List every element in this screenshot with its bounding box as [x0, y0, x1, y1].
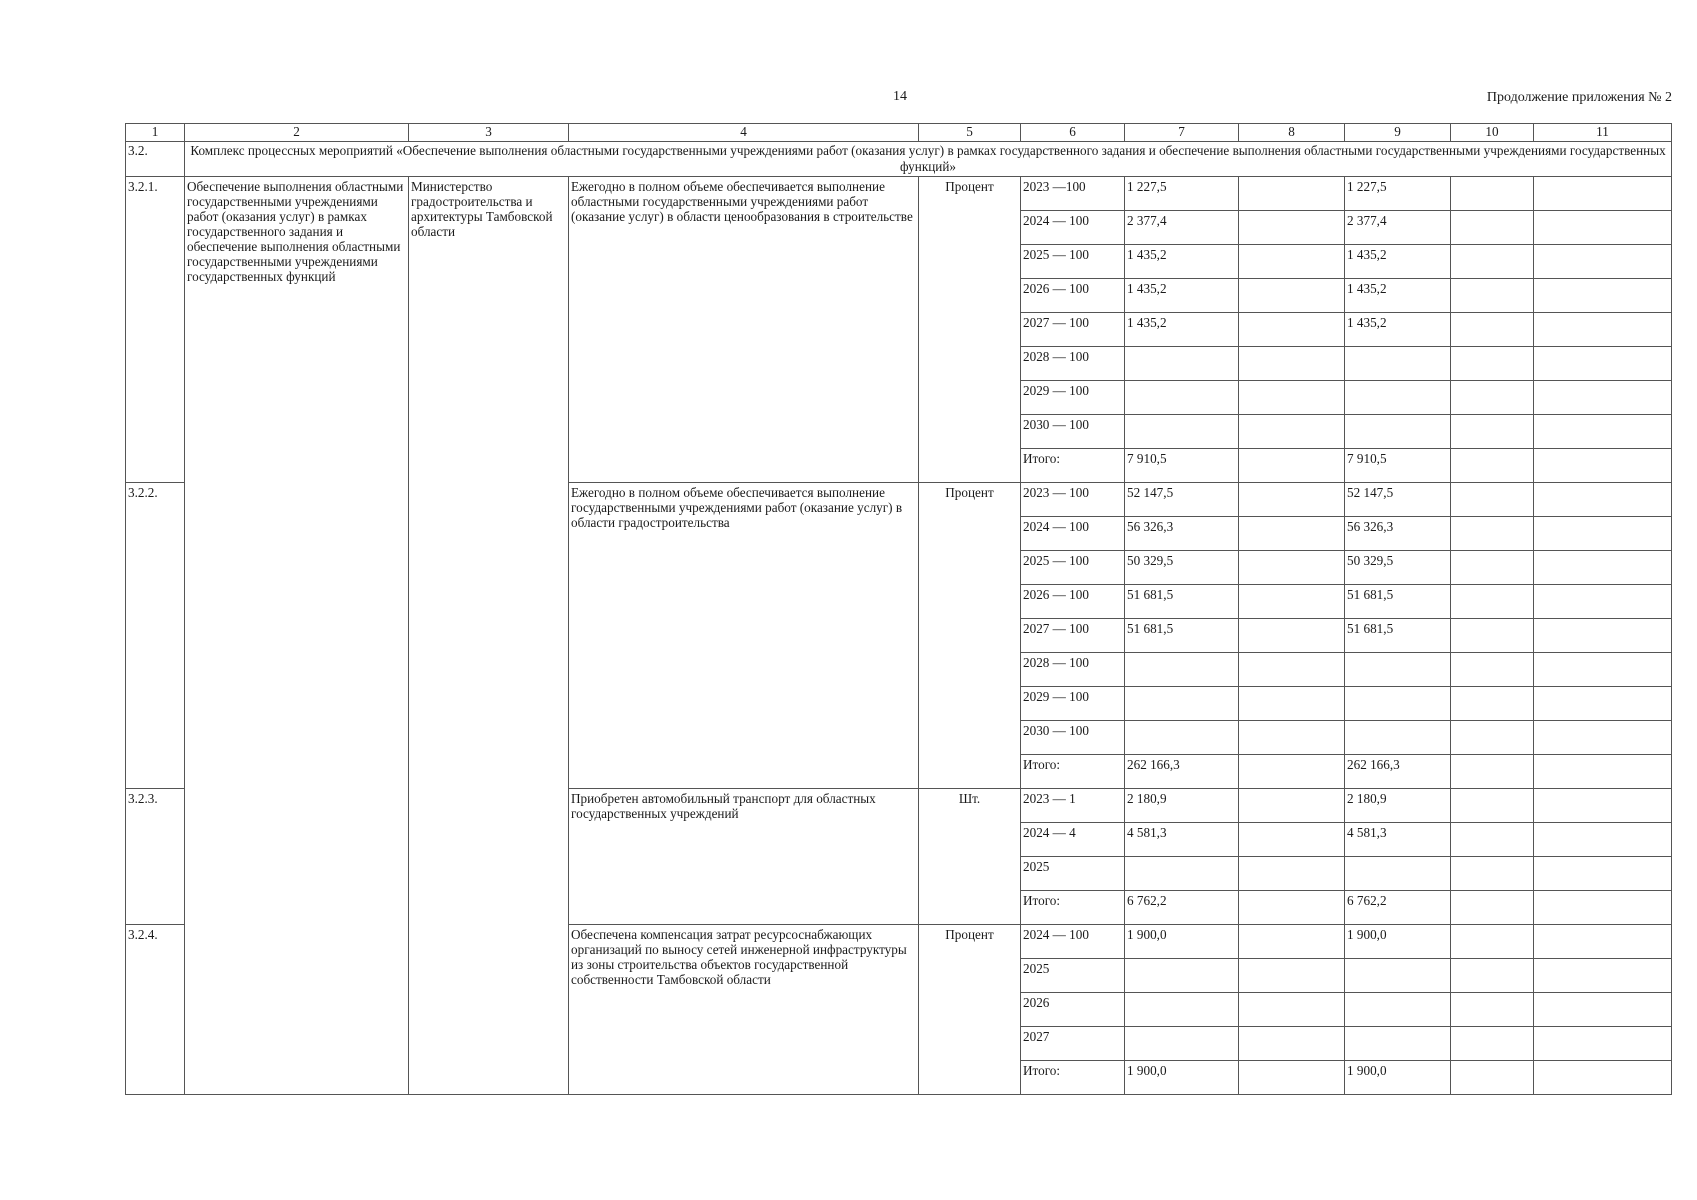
value-col-8 — [1239, 1027, 1345, 1061]
value-col-8 — [1239, 245, 1345, 279]
value-col-10 — [1451, 789, 1534, 823]
value-col-9 — [1345, 347, 1451, 381]
year-target: 2025 — [1021, 959, 1125, 993]
value-col-8 — [1239, 415, 1345, 449]
value-col-9: 4 581,3 — [1345, 823, 1451, 857]
value-col-7: 52 147,5 — [1125, 483, 1239, 517]
continuation-note: Продолжение приложения № 2 — [1486, 90, 1672, 105]
year-target: 2025 — 100 — [1021, 245, 1125, 279]
value-col-10 — [1451, 1027, 1534, 1061]
result-description: Ежегодно в полном объеме обеспечивается выполнение государственными учреждениями работ (оказание услуг) в области градостроительства — [569, 483, 919, 789]
value-col-8 — [1239, 347, 1345, 381]
year-target: 2027 — 100 — [1021, 619, 1125, 653]
value-col-7 — [1125, 1027, 1239, 1061]
value-col-11 — [1534, 177, 1672, 211]
page-number: 14 — [893, 89, 907, 104]
value-col-11 — [1534, 279, 1672, 313]
value-col-10 — [1451, 619, 1534, 653]
column-number-10: 10 — [1451, 124, 1534, 142]
value-col-9: 2 377,4 — [1345, 211, 1451, 245]
value-col-9: 50 329,5 — [1345, 551, 1451, 585]
value-col-7: 1 900,0 — [1125, 925, 1239, 959]
value-col-8 — [1239, 551, 1345, 585]
year-target: 2023 — 1 — [1021, 789, 1125, 823]
program-table — [125, 123, 1672, 1095]
value-col-10 — [1451, 347, 1534, 381]
value-col-9: 7 910,5 — [1345, 449, 1451, 483]
value-col-7: 262 166,3 — [1125, 755, 1239, 789]
year-target: 2030 — 100 — [1021, 415, 1125, 449]
section-row — [126, 142, 1672, 177]
value-col-8 — [1239, 857, 1345, 891]
year-target: 2025 — [1021, 857, 1125, 891]
value-col-8 — [1239, 653, 1345, 687]
value-col-8 — [1239, 177, 1345, 211]
value-col-8 — [1239, 313, 1345, 347]
value-col-11 — [1534, 959, 1672, 993]
column-number-2: 2 — [185, 124, 409, 142]
value-col-7: 1 435,2 — [1125, 279, 1239, 313]
value-col-11 — [1534, 347, 1672, 381]
value-col-11 — [1534, 483, 1672, 517]
result-description: Ежегодно в полном объеме обеспечивается выполнение областными государственными учреждениями работ (оказание услуг) в области ценообразования в строительстве — [569, 177, 919, 483]
value-col-10 — [1451, 585, 1534, 619]
table-row — [126, 177, 1672, 211]
year-target: 2024 — 100 — [1021, 925, 1125, 959]
year-target: 2024 — 4 — [1021, 823, 1125, 857]
value-col-9: 56 326,3 — [1345, 517, 1451, 551]
value-col-10 — [1451, 993, 1534, 1027]
value-col-11 — [1534, 891, 1672, 925]
value-col-10 — [1451, 551, 1534, 585]
value-col-9 — [1345, 381, 1451, 415]
year-target: 2029 — 100 — [1021, 687, 1125, 721]
responsible-executor: Министерство градостроительства и архитектуры Тамбовской области — [409, 177, 569, 1095]
year-target: 2024 — 100 — [1021, 211, 1125, 245]
value-col-11 — [1534, 449, 1672, 483]
value-col-8 — [1239, 721, 1345, 755]
value-col-10 — [1451, 483, 1534, 517]
year-target: 2027 — [1021, 1027, 1125, 1061]
year-target: 2025 — 100 — [1021, 551, 1125, 585]
value-col-9: 52 147,5 — [1345, 483, 1451, 517]
value-col-11 — [1534, 381, 1672, 415]
unit-of-measure: Процент — [919, 177, 1021, 483]
value-col-10 — [1451, 959, 1534, 993]
value-col-7: 2 180,9 — [1125, 789, 1239, 823]
value-col-7: 51 681,5 — [1125, 619, 1239, 653]
value-col-8 — [1239, 449, 1345, 483]
value-col-11 — [1534, 211, 1672, 245]
value-col-9 — [1345, 653, 1451, 687]
value-col-8 — [1239, 517, 1345, 551]
year-target: 2026 — 100 — [1021, 279, 1125, 313]
value-col-10 — [1451, 449, 1534, 483]
value-col-10 — [1451, 211, 1534, 245]
year-target: Итого: — [1021, 449, 1125, 483]
value-col-8 — [1239, 381, 1345, 415]
value-col-9: 1 435,2 — [1345, 279, 1451, 313]
value-col-7: 50 329,5 — [1125, 551, 1239, 585]
value-col-11 — [1534, 313, 1672, 347]
value-col-9 — [1345, 857, 1451, 891]
value-col-8 — [1239, 823, 1345, 857]
value-col-8 — [1239, 483, 1345, 517]
value-col-7: 2 377,4 — [1125, 211, 1239, 245]
value-col-11 — [1534, 755, 1672, 789]
value-col-10 — [1451, 721, 1534, 755]
value-col-11 — [1534, 857, 1672, 891]
year-target: 2023 — 100 — [1021, 483, 1125, 517]
value-col-7: 1 900,0 — [1125, 1061, 1239, 1095]
value-col-7: 56 326,3 — [1125, 517, 1239, 551]
value-col-9 — [1345, 959, 1451, 993]
value-col-10 — [1451, 381, 1534, 415]
column-number-9: 9 — [1345, 124, 1451, 142]
year-target: 2027 — 100 — [1021, 313, 1125, 347]
unit-of-measure: Шт. — [919, 789, 1021, 925]
section-number: 3.2. — [126, 142, 185, 177]
value-col-9: 51 681,5 — [1345, 619, 1451, 653]
value-col-10 — [1451, 755, 1534, 789]
unit-of-measure: Процент — [919, 483, 1021, 789]
year-target: Итого: — [1021, 891, 1125, 925]
year-target: Итого: — [1021, 1061, 1125, 1095]
year-target: 2026 — 100 — [1021, 585, 1125, 619]
value-col-10 — [1451, 653, 1534, 687]
value-col-8 — [1239, 891, 1345, 925]
value-col-9 — [1345, 993, 1451, 1027]
column-number-1: 1 — [126, 124, 185, 142]
value-col-7: 4 581,3 — [1125, 823, 1239, 857]
value-col-7 — [1125, 381, 1239, 415]
value-col-11 — [1534, 687, 1672, 721]
value-col-10 — [1451, 517, 1534, 551]
year-target: Итого: — [1021, 755, 1125, 789]
column-number-5: 5 — [919, 124, 1021, 142]
value-col-7: 51 681,5 — [1125, 585, 1239, 619]
value-col-11 — [1534, 619, 1672, 653]
year-target: 2030 — 100 — [1021, 721, 1125, 755]
activity-name: Обеспечение выполнения областными государственными учреждениями работ (оказания услуг) в рамках государственного задания и обеспечение выполнения областными государственными учреждениями государственных функций — [185, 177, 409, 1095]
value-col-9: 1 435,2 — [1345, 313, 1451, 347]
value-col-9: 1 435,2 — [1345, 245, 1451, 279]
column-number-3: 3 — [409, 124, 569, 142]
value-col-7 — [1125, 857, 1239, 891]
value-col-8 — [1239, 755, 1345, 789]
year-target: 2029 — 100 — [1021, 381, 1125, 415]
value-col-11 — [1534, 415, 1672, 449]
value-col-7: 1 227,5 — [1125, 177, 1239, 211]
value-col-10 — [1451, 1061, 1534, 1095]
value-col-7: 7 910,5 — [1125, 449, 1239, 483]
value-col-11 — [1534, 789, 1672, 823]
value-col-9: 2 180,9 — [1345, 789, 1451, 823]
value-col-10 — [1451, 925, 1534, 959]
value-col-10 — [1451, 823, 1534, 857]
value-col-9: 262 166,3 — [1345, 755, 1451, 789]
value-col-11 — [1534, 1061, 1672, 1095]
value-col-7 — [1125, 347, 1239, 381]
value-col-9 — [1345, 687, 1451, 721]
value-col-11 — [1534, 245, 1672, 279]
value-col-10 — [1451, 415, 1534, 449]
column-number-7: 7 — [1125, 124, 1239, 142]
value-col-9: 6 762,2 — [1345, 891, 1451, 925]
value-col-11 — [1534, 721, 1672, 755]
value-col-7: 1 435,2 — [1125, 245, 1239, 279]
value-col-7 — [1125, 687, 1239, 721]
value-col-10 — [1451, 313, 1534, 347]
value-col-8 — [1239, 619, 1345, 653]
value-col-7 — [1125, 993, 1239, 1027]
value-col-9 — [1345, 415, 1451, 449]
value-col-11 — [1534, 993, 1672, 1027]
value-col-7 — [1125, 415, 1239, 449]
row-number: 3.2.4. — [126, 925, 185, 1095]
value-col-8 — [1239, 585, 1345, 619]
row-number: 3.2.1. — [126, 177, 185, 483]
value-col-9 — [1345, 1027, 1451, 1061]
result-description: Обеспечена компенсация затрат ресурсоснабжающих организаций по выносу сетей инженерной инфраструктуры из зоны строительства объектов государственной собственности Тамбовской области — [569, 925, 919, 1095]
value-col-10 — [1451, 245, 1534, 279]
value-col-7: 6 762,2 — [1125, 891, 1239, 925]
value-col-8 — [1239, 1061, 1345, 1095]
value-col-11 — [1534, 1027, 1672, 1061]
unit-of-measure: Процент — [919, 925, 1021, 1095]
column-number-11: 11 — [1534, 124, 1672, 142]
result-description: Приобретен автомобильный транспорт для областных государственных учреждений — [569, 789, 919, 925]
value-col-9: 51 681,5 — [1345, 585, 1451, 619]
year-target: 2024 — 100 — [1021, 517, 1125, 551]
value-col-10 — [1451, 687, 1534, 721]
value-col-11 — [1534, 517, 1672, 551]
value-col-8 — [1239, 789, 1345, 823]
value-col-10 — [1451, 857, 1534, 891]
row-number: 3.2.2. — [126, 483, 185, 789]
value-col-11 — [1534, 551, 1672, 585]
value-col-8 — [1239, 211, 1345, 245]
value-col-9 — [1345, 721, 1451, 755]
value-col-7: 1 435,2 — [1125, 313, 1239, 347]
value-col-9: 1 900,0 — [1345, 1061, 1451, 1095]
value-col-8 — [1239, 925, 1345, 959]
column-number-6: 6 — [1021, 124, 1125, 142]
value-col-8 — [1239, 959, 1345, 993]
value-col-10 — [1451, 279, 1534, 313]
value-col-7 — [1125, 721, 1239, 755]
value-col-10 — [1451, 177, 1534, 211]
year-target: 2026 — [1021, 993, 1125, 1027]
row-number: 3.2.3. — [126, 789, 185, 925]
value-col-10 — [1451, 891, 1534, 925]
value-col-11 — [1534, 653, 1672, 687]
value-col-8 — [1239, 279, 1345, 313]
section-title: Комплекс процессных мероприятий «Обеспечение выполнения областными государственными учреждениями работ (оказания услуг) в рамках государственного задания и обеспечение выполнения областными государственными учреждениями государственных функций» — [185, 142, 1672, 177]
column-number-8: 8 — [1239, 124, 1345, 142]
column-number-4: 4 — [569, 124, 919, 142]
value-col-8 — [1239, 993, 1345, 1027]
value-col-11 — [1534, 585, 1672, 619]
value-col-7 — [1125, 653, 1239, 687]
year-target: 2028 — 100 — [1021, 653, 1125, 687]
value-col-9: 1 900,0 — [1345, 925, 1451, 959]
value-col-9: 1 227,5 — [1345, 177, 1451, 211]
column-number-row — [126, 124, 1672, 142]
value-col-8 — [1239, 687, 1345, 721]
value-col-7 — [1125, 959, 1239, 993]
year-target: 2028 — 100 — [1021, 347, 1125, 381]
value-col-11 — [1534, 925, 1672, 959]
year-target: 2023 —100 — [1021, 177, 1125, 211]
value-col-11 — [1534, 823, 1672, 857]
